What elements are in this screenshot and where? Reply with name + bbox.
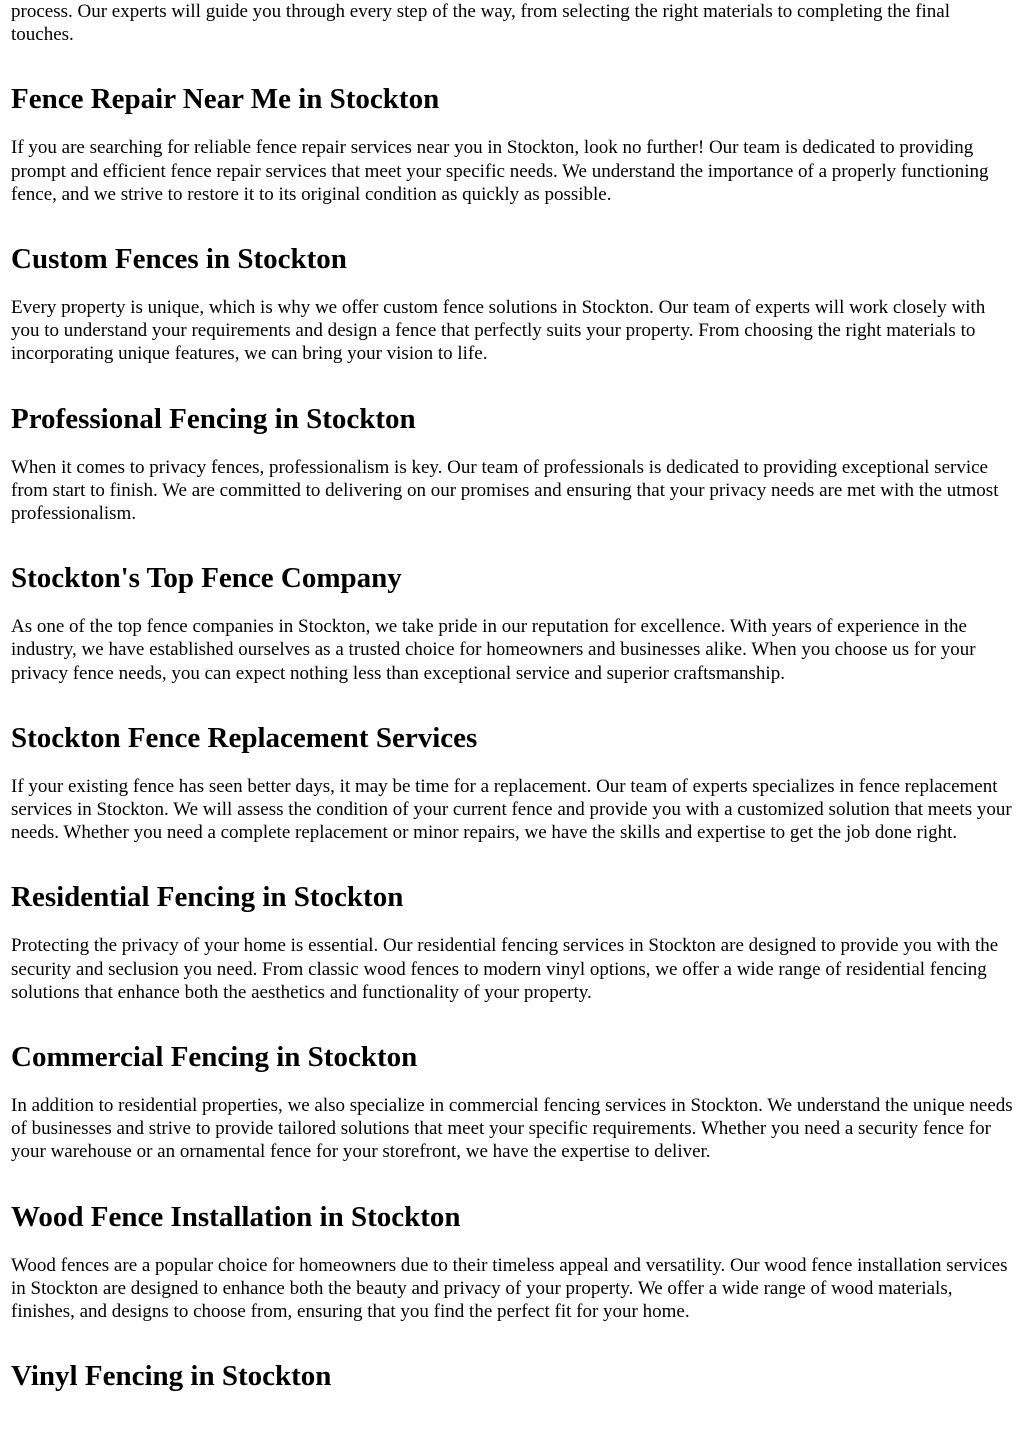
section-body: Every property is unique, which is why we offer custom fence solutions in Stockton. Our team of experts will work closely with you to understand your requirements and design a fence that perfectly suits your property. From choosing the right materials to incorporating unique features, we can bring your vision to life. [11,297,986,365]
section-vinyl-fencing [11,1359,1017,1393]
section-fence-replacement [11,721,1017,845]
section-fence-repair [11,82,1017,206]
section-custom-fences [11,242,1017,366]
section-heading: Custom Fences in Stockton [11,243,347,276]
document-page [11,0,1017,1413]
intro-paragraph: process. Our experts will guide you through every step of the way, from selecting the right materials to completing the final touches. [11,1,951,46]
section-heading: Stockton's Top Fence Company [11,562,402,595]
section-wood-fence-installation [11,1200,1017,1324]
section-body: When it comes to privacy fences, professionalism is key. Our team of professionals is dedicated to providing exceptional service from start to finish. We are committed to delivering on our promises and ensuring that your privacy needs are met with the utmost professionalism. [11,456,999,525]
section-professional-fencing [11,402,1017,526]
section-body: If your existing fence has seen better days, it may be time for a replacement. Our team of experts specializes in fence replacement services in Stockton. We will assess the condition of your current fence and provide you with a customized solution that meets your needs. Whether you need a complete replacement or minor repairs, we have the skills and expertise to get the job done right. [11,775,1012,844]
section-commercial-fencing [11,1040,1017,1164]
section-heading: Stockton Fence Replacement Services [11,721,478,754]
section-heading: Commercial Fencing in Stockton [11,1041,418,1074]
section-body: If you are searching for reliable fence repair services near you in Stockton, look no further! Our team is dedicated to providing prompt and efficient fence repair services that meet your specific needs. We understand the importance of a properly functioning fence, and we strive to restore it to its original condition as quickly as possible. [11,137,989,205]
section-body: As one of the top fence companies in Stockton, we take pride in our reputation for excellence. With years of experience in the industry, we have established ourselves as a trusted choice for homeowners and businesses alike. When you choose us for your privacy fence needs, you can expect nothing less than exceptional service and superior craftsmanship. [11,616,976,684]
section-heading: Vinyl Fencing in Stockton [11,1360,332,1393]
section-residential-fencing [11,880,1017,1004]
section-heading: Professional Fencing in Stockton [11,402,416,435]
section-body: Wood fences are a popular choice for homeowners due to their timeless appeal and versatility. Our wood fence installation services in Stockton are designed to enhance both the beauty and privacy of your property. We offer a wide range of wood materials, finishes, and designs to choose from, ensuring that you find the perfect fit for your home. [11,1254,1008,1323]
section-body: In addition to residential properties, we also specialize in commercial fencing services in Stockton. We understand the unique needs of businesses and strive to provide tailored solutions that meet your specific requirements. Whether you need a security fence for your warehouse or an ornamental fence for your storefront, we have the expertise to deliver. [11,1095,1013,1163]
section-top-fence-company [11,561,1017,685]
section-heading: Residential Fencing in Stockton [11,881,404,914]
section-heading: Wood Fence Installation in Stockton [11,1200,461,1233]
section-heading: Fence Repair Near Me in Stockton [11,83,440,116]
section-body: Protecting the privacy of your home is essential. Our residential fencing services in Stockton are designed to provide you with the security and seclusion you need. From classic wood fences to modern vinyl options, we offer a wide range of residential fencing solutions that enhance both the aesthetics and functionality of your property. [11,935,999,1003]
